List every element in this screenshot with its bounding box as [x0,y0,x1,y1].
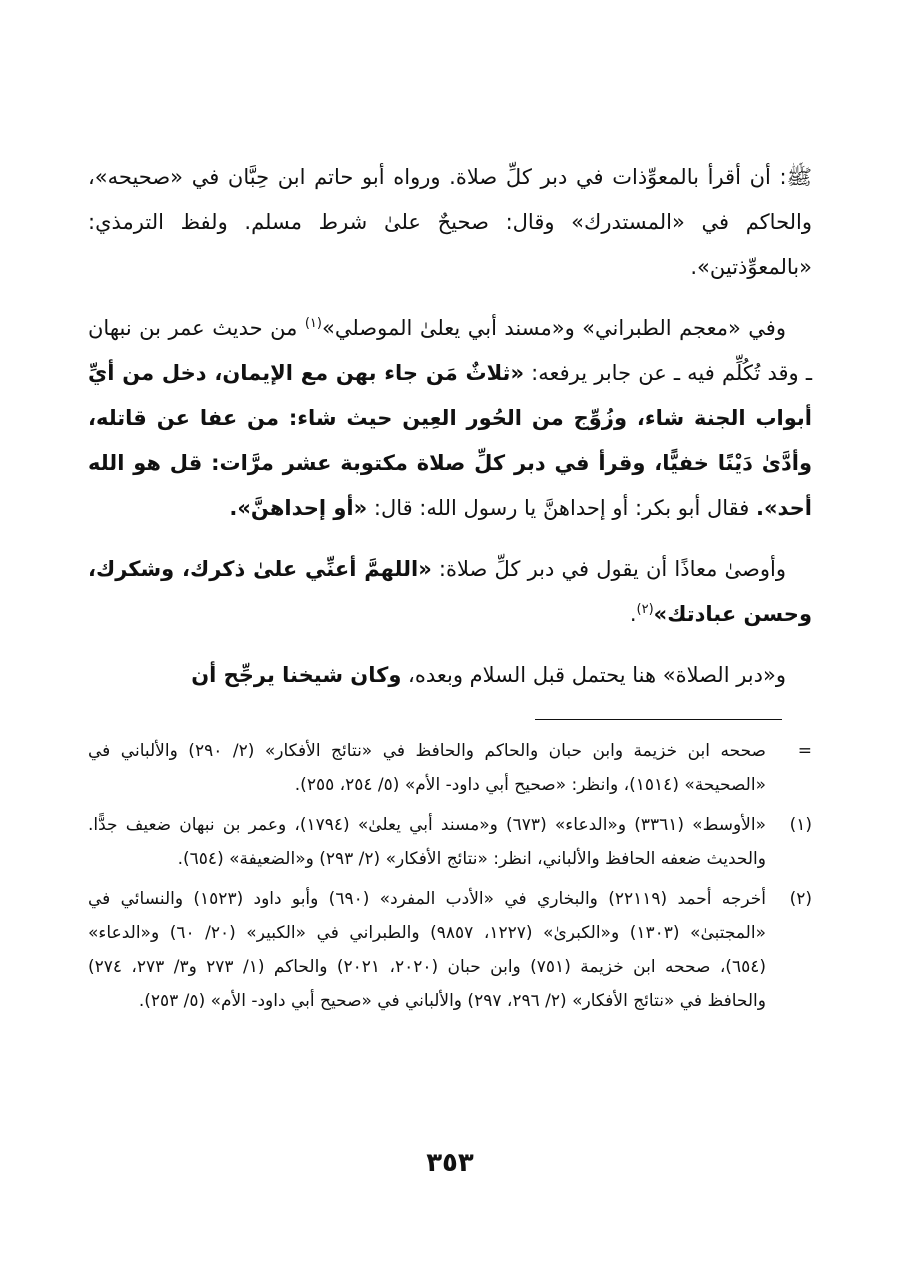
paragraph-2 [88,306,812,531]
footnote-2 [88,882,812,1018]
footnote-ref-1[interactable]: (١) [304,316,322,331]
paragraph-4 [88,653,812,698]
footnote-text: صححه ابن خزيمة وابن حبان والحاكم والحافظ في «نتائج الأفكار» (٢/ ٢٩٠) والألباني في «الصحيحة» (١٥١٤)، وانظر: «صحيح أبي داود- الأم» (٥/ ٢٥٤، ٢٥٥). [88,741,766,795]
footnote-marker: (٢) [789,889,812,909]
paragraph-1 [88,155,812,290]
footnotes [88,734,812,1024]
hadith-answer: «أو إحداهنَّ». [229,496,368,520]
paragraph-2-text-a: وفي «معجم الطبراني» و«مسند أبي يعلىٰ الموصلي» [321,316,786,340]
hadith-quote: «ثلاثٌ مَن جاء بهن مع الإيمان، دخل من أيِّ أبواب الجنة شاء، وزُوِّج من الحُور العِين حيث شاء: من عفا عن قاتله، وأدَّىٰ دَيْنًا خفيًّا، وقرأ في دبر كلِّ صلاة مكتوبة عشر مرَّات: قل هو الله أحد». [88,361,812,520]
footnote-marker: (١) [789,815,812,835]
footnote-separator [535,719,782,720]
paragraph-4-bold: وكان شيخنا يرجِّح أن [191,663,402,687]
footnote-text: «الأوسط» (٣٣٦١) و«الدعاء» (٦٧٣) و«مسند أبي يعلىٰ» (١٧٩٤)، وعمر بن نبهان ضعيف جدًّا. والحديث ضعفه الحافظ والألباني، انظر: «نتائج الأفكار» (٢/ ٢٩٣) و«الضعيفة» (٦٥٤). [88,815,766,869]
footnote-marker: = [797,741,812,761]
footnote-continued [88,734,812,802]
footnote-ref-2[interactable]: (٢) [636,602,654,617]
footnote-1 [88,808,812,876]
paragraph-2-text-b: من حديث عمر بن نبهان ـ وقد تُكُلِّم فيه ـ عن جابر يرفعه: [88,316,812,385]
main-text [88,155,812,714]
paragraph-3-text-a: وأوصىٰ معاذًا أن يقول في دبر كلِّ صلاة: [431,557,786,581]
dua-quote: «اللهمَّ أعنِّي علىٰ ذكرك، وشكرك، وحسن عبادتك» [88,557,812,626]
paragraph-2-text-c: فقال أبو بكر: أو إحداهنَّ يا رسول الله: قال: [367,496,756,520]
footnote-text: أخرجه أحمد (٢٢١١٩) والبخاري في «الأدب المفرد» (٦٩٠) وأبو داود (١٥٢٣) والنسائي في «المجتبىٰ» (١٣٠٣) و«الكبرىٰ» (١٢٢٧، ٩٨٥٧) والطبراني في «الكبير» (٢٠/ ٦٠) و«الدعاء» (٦٥٤)، صححه ابن خزيمة (٧٥١) وابن حبان (٢٠٢٠، ٢٠٢١) والحاكم (١/ ٢٧٣ و٣/ ٢٧٣، ٢٧٤) والحافظ في «نتائج الأفكار» (٢/ ٢٩٦، ٢٩٧) والألباني في «صحيح أبي داود- الأم» (٥/ ٢٥٣). [88,889,766,1011]
paragraph-1-text: ﷺ: أن أقرأ بالمعوِّذات في دبر كلِّ صلاة. ورواه أبو حاتم ابن حِبَّان في «صحيحه»، والحاكم في «المستدرك» وقال: صحيحٌ علىٰ شرط مسلم. ولفظ الترمذي: «بالمعوِّذتين». [88,165,812,279]
paragraph-3-end: . [629,602,637,626]
paragraph-4-text-a: و«دبر الصلاة» هنا يحتمل قبل السلام وبعده، [401,663,786,687]
paragraph-3 [88,547,812,637]
page-number: ٣٥٣ [426,1148,474,1178]
